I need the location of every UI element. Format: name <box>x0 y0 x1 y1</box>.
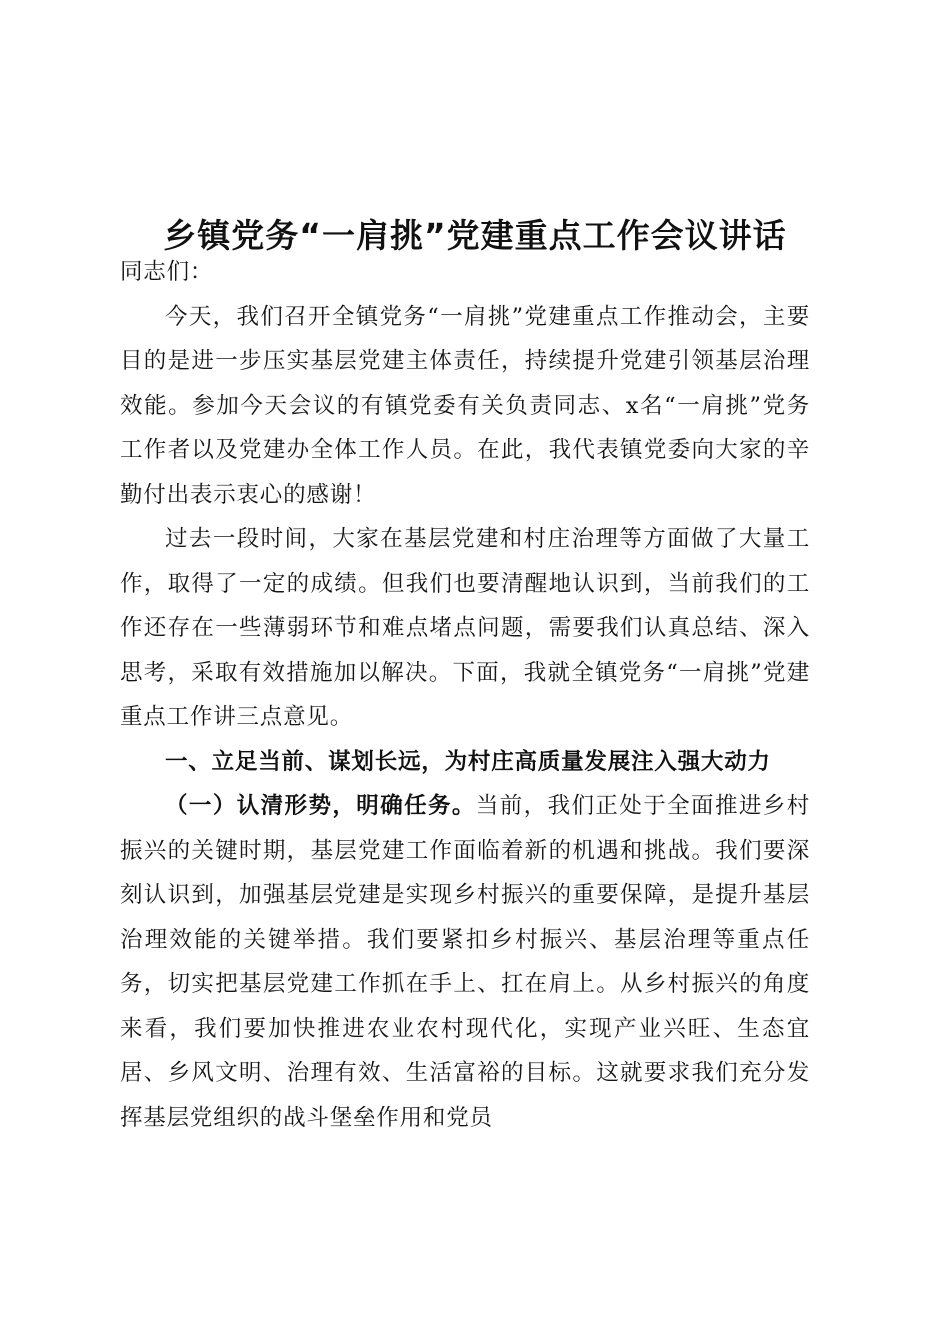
document-body <box>120 250 810 1140</box>
subsection-text: 当前，我们正处于全面推进乡村振兴的关键时期，基层党建工作面临着新的机遇和挑战。我们要深刻认识到，加强基层党建是实现乡村振兴的重要保障，是提升基层治理效能的关键举措。我们要紧扣乡村振兴、基层治理等重点任务，切实把基层党建工作抓在手上、扛在肩上。从乡村振兴的角度来看，我们要加快推进农业农村现代化，实现产业兴旺、生态宜居、乡风文明、治理有效、生活富裕的目标。这就要求我们充分发挥基层党组织的战斗堡垒作用和党员 <box>120 793 811 1131</box>
document-title: 乡镇党务“一肩挑”党建重点工作会议讲话 <box>163 216 787 255</box>
salutation: 同志们： <box>120 259 214 285</box>
subsection-paragraph <box>120 784 810 1140</box>
paragraph-opening: 今天，我们召开全镇党务“一肩挑”党建重点工作推动会，主要目的是进一步压实基层党建主体责任，持续提升党建引领基层治理效能。参加今天会议的有镇党委有关负责同志、x名“一肩挑”党务工作者以及党建办全体工作人员。在此，我代表镇党委向大家的辛勤付出表示衷心的感谢！ <box>120 303 810 508</box>
section-heading-1: 一、立足当前、谋划长远，为村庄高质量发展注入强大动力 <box>165 748 771 775</box>
subsection-heading: （一）认清形势，明确任务。 <box>165 793 476 819</box>
paragraph-review: 过去一段时间，大家在基层党建和村庄治理等方面做了大量工作，取得了一定的成绩。但我们也要清醒地认识到，当前我们的工作还存在一些薄弱环节和难点堵点问题，需要我们认真总结、深入思考，采取有效措施加以解决。下面，我就全镇党务“一肩挑”党建重点工作讲三点意见。 <box>120 526 810 730</box>
